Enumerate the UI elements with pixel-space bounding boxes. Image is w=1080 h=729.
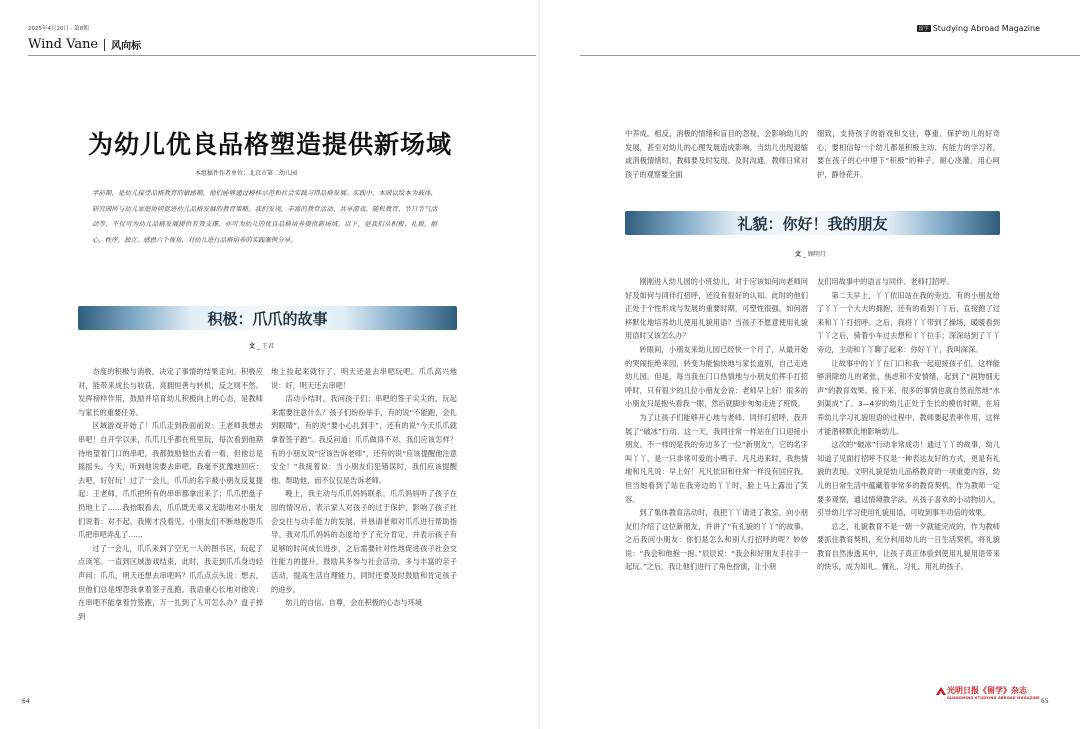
header-rule — [28, 55, 536, 56]
byline-label: 文 — [795, 251, 802, 258]
text-column-2 — [817, 275, 1000, 574]
article-title: 积极：爪爪的故事 — [207, 310, 328, 328]
page-number: 65 — [1041, 698, 1049, 705]
section-name-cn: 风向标 — [111, 41, 142, 52]
paragraph: 过了一会儿，爪爪来到了空无一人的图书区，玩起了点读笔。一直到区域游戏结束，此时，我走到爪爪身边轻声问：爪爪，明天还想去串吧吗？爪爪点点头说：想去，但他们总是埋怨我拿着签子乱跑。我语重心长地对他说：在串吧不能拿着竹签跑，万一扎到了人可怎么办？盘子掉到 — [78, 543, 263, 621]
paragraph: 这次的“破冰”行动非常成功！通过丫丫的故事，幼儿知道了见面打招呼不仅是一种表达友好的方式，更是有礼貌的表现。文明礼貌是幼儿品格教育的一项重要内容，幼儿的日常生活中蕴藏着非常多的教育契机，作为教师一定要多观察，通过情境教学法，从孩子喜欢的小动物切入，引导幼儿学习使用礼貌用语，可收到事半功倍的效果。 — [817, 440, 1000, 518]
page-title: 为幼儿优良品格塑造提供新场域 — [87, 130, 452, 159]
paragraph: 细致，支持孩子的游戏和交往，尊重、保护幼儿的好奇心，要相信每一个幼儿都是积极主动、有能力的学习者，要在孩子的心中埋下“积极”的种子，耐心浇灌，用心呵护，静待花开。 — [817, 129, 1000, 179]
paragraph: 中养成。相反，消极的情绪和盲目的忽视，会影响幼儿的发展，甚至对幼儿的心理发展造成影响。当幼儿出现退缩或消极情绪时，教师要及时发现、及时沟通。教师日常对孩子的观察要全面 — [625, 129, 808, 179]
byline: 文 _ 王君 — [249, 343, 274, 350]
page-number: 64 — [22, 698, 30, 705]
article-banner-positive — [78, 306, 457, 330]
text-column-top-2 — [817, 127, 1000, 181]
paragraph: 地上捡起来就行了，明天还是去串吧玩吧。爪爪高兴地说：好，明天还去串吧！ — [271, 367, 457, 390]
text-column-2 — [271, 365, 457, 610]
byline-author: 王君 — [261, 343, 274, 350]
paragraph: 友们用故事中的语言与同伴、老师打招呼。 — [817, 277, 954, 286]
paragraph: 总之，礼貌教育不是一朝一夕就能完成的，作为教师要抓住教育契机，充分利用幼儿的一日生活契机，将礼貌教育自然渗透其中，让孩子真正体验到使用礼貌用语带来的快乐，成为知礼、懂礼、习礼、用礼的孩子。 — [817, 521, 1000, 572]
paragraph: 到了集体教育活动时，我把丫丫请进了教室，向小朋友们介绍了这位新朋友，并讲了“有礼貌的丫丫”的故事。之后我问小朋友：你们是怎么和别人打招呼的呢？妙妙说：“我会和他抱一抱。”辰辰说：“我会和好朋友手拉手一起玩。”之后，我让他们进行了角色扮演，让小朋 — [625, 508, 808, 572]
paragraph: 晚上，我主动与爪爪妈妈联系。爪爪妈妈听了孩子在园的情况后，表示家人对孩子的过于保护，影响了孩子社会交往与动手能力的发展，并恳请老师对爪爪进行帮助指导。我对爪爪妈妈的态度给予了充分肯定，并表示孩子有足够的时间成长进步，之后需要针对性地促进孩子社会交往能力的提升，鼓励其多参与社会活动，多与丰富的亲子活动，提高生活自理能力，同时还要及时鼓励和肯定孩子的进步。 — [271, 489, 457, 594]
paragraph: 第二天早上，丫丫依旧站在我的旁边。有的小朋友给了丫丫一个大大的拥抱，还有的看到丫丫后，直接跑了过来和丫丫打招呼。之后，我将丫丫带到了操场，暖暖看到丫丫之后，骑着小车过去想和丫丫拉手；深深站到了丫丫旁边，主动和丫丫聊了起来：你好丫丫，我叫深深。 — [817, 290, 1000, 354]
author-unit: 本组稿件作者单位：北京市第二幼儿园 — [195, 170, 298, 177]
paragraph: 区域游戏开始了！爪爪走到我面前说：王老师我想去串吧！自开学以来，爪爪几乎都在班里玩，每次看到他期待地望着门口的串吧，我都鼓励他出去看一看，但他总是摇摇头。今天，听到他说要去串吧，我毫不犹豫地回应：去吧，好好玩！过了一会儿，爪爪的名字被小朋友反复提起：王老师，爪爪把所有的串串都拿出来了；爪爪把盘子扔地上了……我抬眼看去，爪爪既无辜又无助地对小朋友们说着：对不起，我刚才没看见。小朋友们不断地抱怨爪爪把串吧弄乱了…… — [78, 421, 263, 540]
paragraph: 让故事中的丫丫在门口和我一起迎接孩子们，这样能够消除幼儿的紧张、焦虑和不安情绪，起到了“润物细无声”的教育效果。接下来，很多的事情也就自然而然地“水到渠成”了。3—4岁的幼儿正处于生长的模仿时期，在培养幼儿学习礼貌用语的过程中，教师要起表率作用，这样才能潜移默化地影响幼儿。 — [817, 358, 1000, 436]
byline-author: 顾明月 — [807, 251, 826, 258]
magazine-header — [917, 24, 1040, 33]
byline: 文 _ 顾明月 — [795, 251, 826, 258]
intro-paragraph: 学前期，是幼儿接受品格教育的敏感期，他们能够通过榜样示范和社会实践习得品格发展。实践中，本园以绘本为载体，研究园所与幼儿家庭协同促进幼儿品格发展的教育策略。我们发现，丰富的教育活动、共享游戏、随机教育、节日节气活动等，不仅可为幼儿品格发展提供有效支撑，亦可为幼儿的优良品格培养提供新场域。以下，是我们从积极、礼貌、耐心、秩序、独立、感恩六个视角，对幼儿进行品格培养的实践案例分享。 — [92, 189, 437, 244]
article-banner-polite — [625, 211, 1000, 235]
magazine-tag: 留学 — [918, 26, 929, 32]
section-name-en: Wind Vane — [28, 37, 99, 52]
logo-subtext: GUANGMING STUDYING ABROAD MAGAZINE — [947, 696, 1040, 700]
section-divider — [104, 39, 105, 51]
magazine-name: Studying Abroad Magazine — [932, 24, 1040, 33]
magazine-logo — [935, 685, 1040, 700]
text-column-1 — [78, 365, 263, 623]
header-rule — [580, 55, 1080, 56]
text-column-top-1 — [625, 127, 808, 181]
issue-date: 2025年4月20日 · 第8期 — [28, 26, 89, 32]
paragraph: 态度的积极与消极，决定了事情的结果走向。积极应对，能带来成长与收获，亮拥恒善与转机，反之则不然。发挥榜样作用，鼓励并培育幼儿积极向上的心态，是教师与家长的重要任务。 — [78, 367, 263, 417]
byline-label: 文 — [249, 343, 256, 350]
paragraph: 活动小结时，我问孩子们：串吧的签子尖尖的，玩起来需要注意什么？孩子们纷纷举手，有的说“不能跑，会扎到眼睛”，有的说“要小心扎到手”，还有的说“今天爪爪就拿着签子跑”。我反问道：爪爪做得不对，我们应该怎样？有的小朋友说“应该告诉老师”，还有的说“应该提醒他注意安全！”我接着说：当小朋友们犯错误时，我们应该提醒他、帮助他，而不仅仅是告诉老师。 — [271, 394, 457, 485]
text-column-1 — [625, 275, 808, 574]
paragraph: 转眼间，小朋友来幼儿园已经快一个月了，从最开始的哭闹拒绝来园，转变为能愉快地与家长道别，自己走进幼儿园。但是，每当我在门口热情地与小朋友们挥手打招呼时，只有很少的几位小朋友会说：老师早上好！很多的小朋友只是抱头看我一眼，然后就脚步匆匆走进了班级。 — [625, 344, 808, 409]
paragraph: 为了让孩子们能够开心地与老师、同伴打招呼，我开展了“破冰”行动。这一天，我同往常一样站在门口迎接小朋友。不一样的是我的旁边多了一位“新朋友”，它的名字叫丫丫，是一只非常可爱的小鸭子。凡凡进来时，我热情地和凡凡说：早上好！凡凡依旧和往常一样没有回应我，但当她看到了站在我旁边的丫丫时，脸上马上露出了笑容。 — [625, 412, 808, 504]
section-header — [28, 37, 141, 52]
article-title: 礼貌：你好！我的朋友 — [737, 215, 888, 233]
logo-mark-icon — [935, 686, 947, 696]
paragraph: 幼儿的自信、自尊，会在积极的心态与环境 — [285, 598, 422, 608]
paragraph: 刚刚进入幼儿园的小班幼儿，对于应该如何向老师问好及如何与同伴打招呼，还没有很好的认知。此时的他们正处于个性形成与发展的重要时期，可塑性很强。如何潜移默化地培养幼儿使用礼貌用语？当孩子不愿意使用礼貌用语时又该怎么办？ — [625, 277, 808, 341]
logo-text: 光明日报《留学》杂志 — [947, 686, 1027, 695]
